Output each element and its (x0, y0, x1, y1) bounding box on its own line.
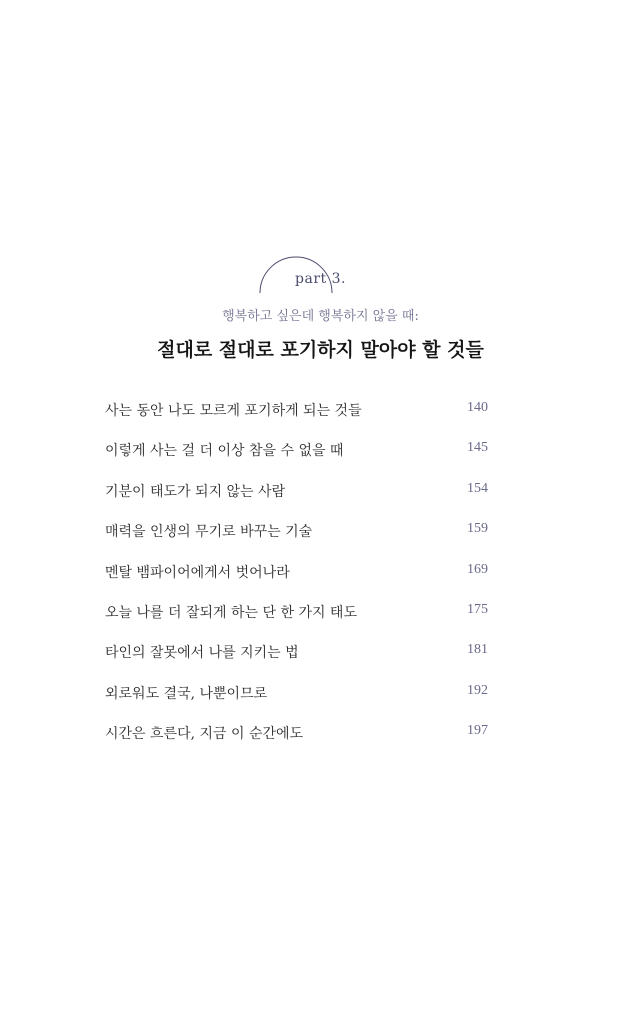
toc-entry-title: 멘탈 뱀파이어에게서 벗어나라 (105, 564, 290, 581)
toc-entry[interactable] (105, 440, 488, 480)
toc-entry[interactable] (105, 602, 488, 642)
toc-entry-page: 197 (467, 723, 488, 739)
toc-entry-title: 시간은 흐른다, 지금 이 순간에도 (105, 726, 304, 743)
toc-entry-title: 매력을 인생의 무기로 바꾸는 기술 (105, 524, 313, 541)
toc-entry-title: 타인의 잘못에서 나를 지키는 법 (105, 645, 299, 662)
toc-entry-page: 175 (467, 601, 488, 617)
toc-entry[interactable] (105, 400, 488, 440)
toc-entry-title: 오늘 나를 더 잘되게 하는 단 한 가지 태도 (105, 604, 357, 621)
toc-entry[interactable] (105, 521, 488, 561)
toc-entry-title: 이렇게 사는 걸 더 이상 참을 수 없을 때 (105, 443, 344, 460)
table-of-contents (105, 400, 488, 764)
toc-entry[interactable] (105, 642, 488, 682)
section-title: 절대로 절대로 포기하지 말아야 할 것들 (157, 339, 484, 361)
toc-entry-page: 154 (467, 480, 488, 496)
toc-entry-title: 외로워도 결국, 나뿐이므로 (105, 685, 268, 702)
toc-entry-page: 140 (467, 400, 488, 415)
toc-entry[interactable] (105, 562, 488, 602)
part-label: part 3. (295, 271, 346, 287)
section-subtitle: 행복하고 싶은데 행복하지 않을 때: (222, 309, 419, 324)
toc-entry-page: 159 (467, 521, 488, 537)
part-header (0, 255, 641, 295)
toc-entry-title: 사는 동안 나도 모르게 포기하게 되는 것들 (105, 403, 362, 419)
toc-entry-title: 기분이 태도가 되지 않는 사람 (105, 483, 286, 500)
toc-entry-page: 145 (467, 440, 488, 456)
toc-entry[interactable] (105, 723, 488, 763)
toc-entry-page: 181 (467, 642, 488, 658)
toc-entry[interactable] (105, 683, 488, 723)
toc-entry[interactable] (105, 481, 488, 521)
toc-entry-page: 192 (467, 682, 488, 698)
toc-entry-page: 169 (467, 561, 488, 577)
